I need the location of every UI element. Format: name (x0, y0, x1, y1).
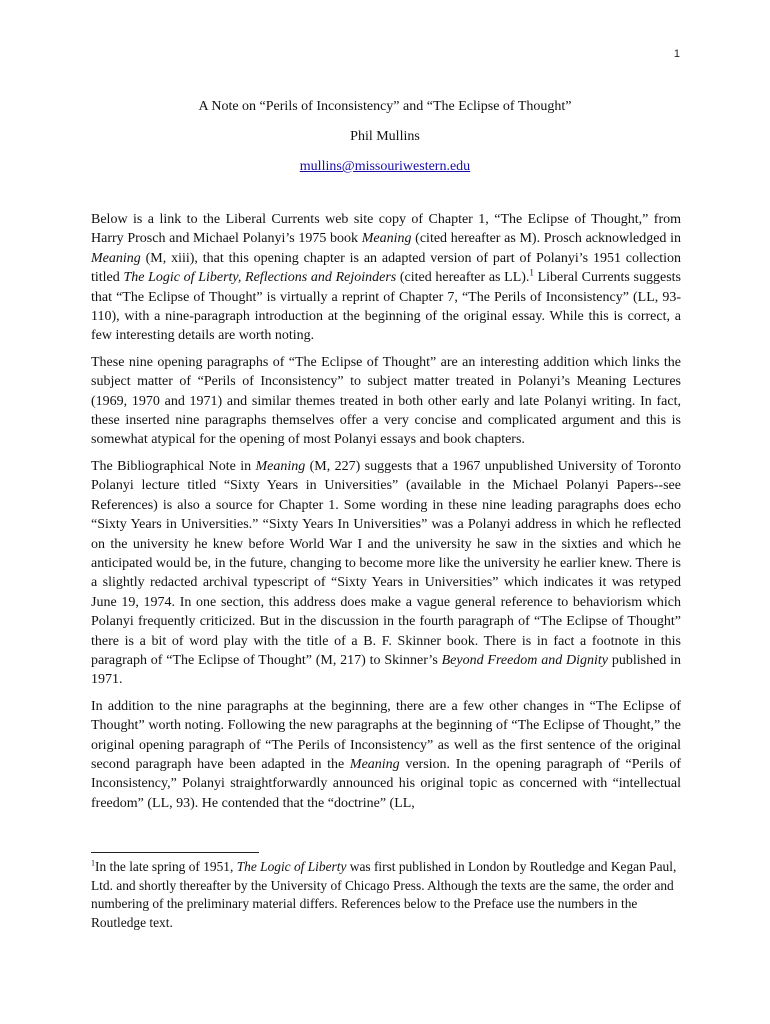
footnote-marker: 1 (91, 858, 95, 868)
document-header (0, 92, 770, 182)
book-title: The Logic of Liberty (236, 859, 347, 874)
text-run: Liberal Currents suggests that “The Eclipse of Thought” is virtually a reprint of Chapter 7, “The Perils of Inconsistency” (LL, 93-110), with a nine-paragraph introduction at the beginning of the original essay. While this is correct, a few interesting details are worth noting. (91, 270, 681, 344)
document-title: A Note on “Perils of Inconsistency” and “The Eclipse of Thought” (198, 99, 572, 114)
footnote-reference[interactable]: 1 (529, 267, 534, 278)
book-title: Meaning (361, 231, 412, 247)
text-run: In addition to the nine paragraphs at the beginning, there are a few other changes in “The Eclipse of Thought” worth noting. Following the new paragraphs at the beginning of “The Eclipse of Thought,” the original opening paragraph of “The Perils of Inconsistency” as well as the first sentence of the original second paragraph have been adapted in the (91, 698, 681, 772)
text-run: published in 1971. (91, 652, 681, 688)
text-run: (cited hereafter as M). Prosch acknowledged in (411, 231, 681, 247)
text-run: version. In the opening paragraph of “Perils of Inconsistency,” Polanyi straightforwardly announced his original topic as concerned with “intellectual freedom” (LL, 93). He contended that the “doctrine” (LL, (91, 756, 681, 811)
text-run: (cited hereafter as LL). (396, 270, 530, 286)
book-title: Beyond Freedom and Dignity (441, 652, 609, 668)
paragraph-4 (91, 697, 681, 813)
text-run: In the late spring of 1951, (95, 859, 237, 874)
text-run: (M, 227) suggests that a 1967 unpublished University of Toronto Polanyi lecture titled “Sixty Years in Universities” (available in the Michael Polanyi Papers--see References) is also a source for Chapter 1. Some wording in these nine leading paragraphs does echo “Sixty Years in Universities.” “Sixty Years In Universities” was a Polanyi address in which he reflected on the university he knew before World War I and the university he saw in the sixties and which he anticipated would be, in the future, changing to become more like the university he earlier knew. There is a slightly redacted archival typescript of “Sixty Years in Universities” which indicates it was retyped June 19, 1974. In one section, this address does make a vague general reference to behaviorism which Polanyi frequently criticized. But in the discussion in the fourth paragraph of “The Eclipse of Thought” there is a bit of word play with the title of a B. F. Skinner book. There is in fact a footnote in this paragraph of “The Eclipse of Thought” (M, 217) to Skinner’s (91, 458, 681, 668)
book-title: Meaning (91, 250, 141, 266)
text-run: was first published in London by Routledge and Kegan Paul, Ltd. and shortly thereafter by the University of Chicago Press. Although the texts are the same, the order and numbering of the preliminary material differs. References below to the Preface use the numbers in the Routledge text. (91, 859, 677, 930)
page-number: 1 (673, 48, 680, 60)
paragraph-3 (91, 457, 681, 690)
footnote-divider (91, 852, 259, 853)
author-email-link[interactable]: mullins@missouriwestern.edu (299, 159, 471, 174)
text-run: Below is a link to the Liberal Currents web site copy of Chapter 1, “The Eclipse of Thought,” from Harry Prosch and Michael Polanyi’s 1975 book (91, 212, 681, 247)
paragraph-2: These nine opening paragraphs of “The Eclipse of Thought” are an interesting addition which links the subject matter of “Perils of Inconsistency” to subject matter treated in Polanyi’s Meaning Lectures (1969, 1970 and 1971) and similar themes treated in both other early and late Polanyi writing. In fact, these inserted nine paragraphs themselves offer a very concise and complicated argument and this is somewhat atypical for the opening of most Polanyi essays and book chapters. (91, 354, 681, 448)
book-title: Meaning (255, 458, 306, 474)
document-body (91, 210, 681, 820)
footnote-1 (91, 858, 681, 932)
text-run: The Bibliographical Note in (91, 458, 256, 474)
book-title: Meaning (349, 756, 400, 772)
author-name: Phil Mullins (350, 129, 420, 144)
paragraph-1 (91, 210, 681, 346)
text-run: (M, xiii), that this opening chapter is an adapted version of part of Polanyi’s 1951 collection titled (91, 250, 681, 286)
book-title: The Logic of Liberty, Reflections and Rejoinders (123, 270, 397, 286)
